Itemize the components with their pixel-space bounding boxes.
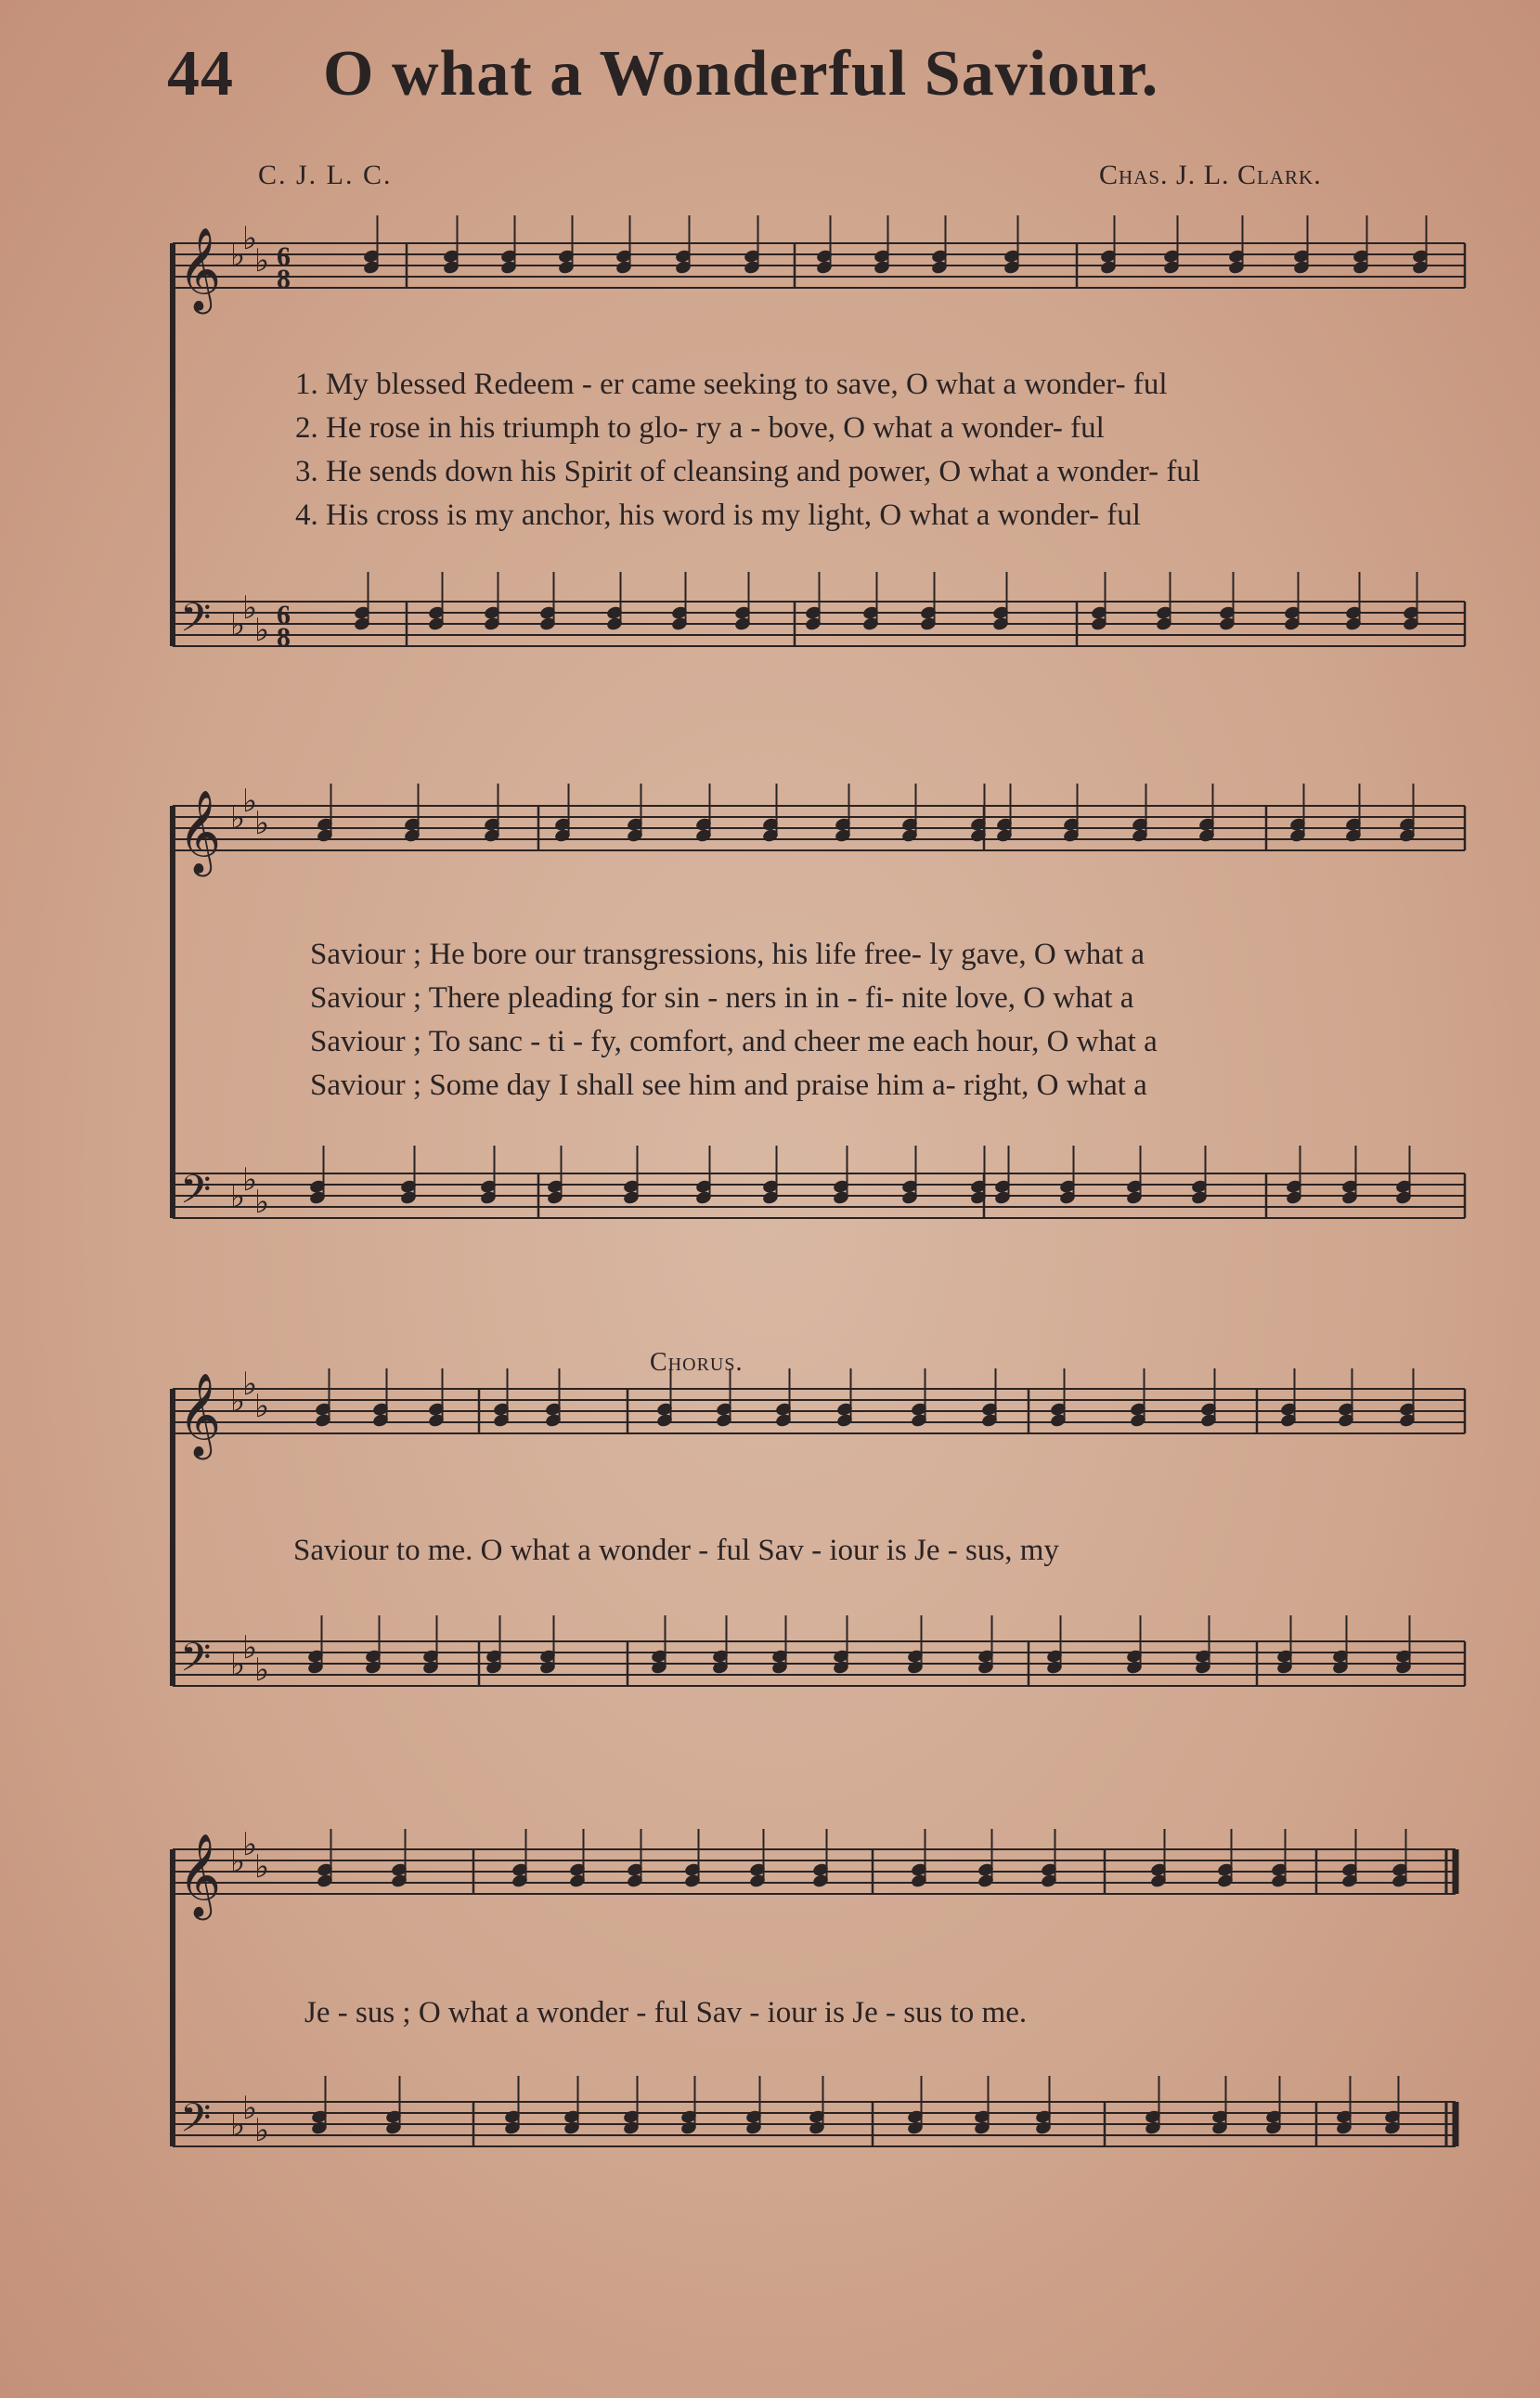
flat-icon: ♭ xyxy=(254,612,270,649)
flat-icon: ♭ xyxy=(242,1366,258,1403)
bass-clef-icon: 𝄢 xyxy=(180,1635,212,1691)
flat-icon: ♭ xyxy=(230,2106,246,2144)
hymn-number: 44 xyxy=(167,38,234,110)
flat-icon: ♭ xyxy=(254,1652,270,1689)
flat-icon: ♭ xyxy=(242,220,258,257)
chorus-lyric-2: Je - sus ; O what a wonder - ful Sav - iour is Je - sus to me. xyxy=(304,1996,1028,2029)
flat-icon: ♭ xyxy=(242,1826,258,1863)
flat-icon: ♭ xyxy=(254,2112,270,2149)
verse-line-2: 2. He rose in his triumph to glo- ry a - bove, O what a wonder- ful xyxy=(295,411,1105,445)
verse-line-1: 1. My blessed Redeem - er came seeking to save, O what a wonder- ful xyxy=(295,368,1168,401)
flat-icon: ♭ xyxy=(242,783,258,820)
flat-icon: ♭ xyxy=(242,1161,258,1199)
bass-clef-icon: 𝄢 xyxy=(180,2095,212,2151)
bass-clef-icon: 𝄢 xyxy=(180,1167,212,1223)
flat-icon: ♭ xyxy=(254,805,270,842)
verse-line-4: 4. His cross is my anchor, his word is my light, O what a wonder- ful xyxy=(295,499,1141,532)
time-signature: 8 xyxy=(277,622,291,653)
chorus-label: Chorus. xyxy=(650,1348,744,1377)
flat-icon: ♭ xyxy=(254,1184,270,1221)
verse-line-1: Saviour ; He bore our transgressions, his life free- ly gave, O what a xyxy=(310,938,1145,971)
verse-line-4: Saviour ; Some day I shall see him and praise him a- right, O what a xyxy=(310,1069,1147,1102)
music-credit: Chas. J. L. Clark. xyxy=(1099,160,1322,190)
flat-icon: ♭ xyxy=(230,799,246,836)
flat-icon: ♭ xyxy=(230,1843,246,1880)
words-credit: C. J. L. C. xyxy=(258,160,393,190)
verse-line-3: 3. He sends down his Spirit of cleansing and power, O what a wonder- ful xyxy=(295,455,1200,488)
flat-icon: ♭ xyxy=(230,237,246,274)
bass-clef-icon: 𝄢 xyxy=(180,595,212,651)
chorus-lyric-1: Saviour to me. O what a wonder - ful Sav - iour is Je - sus, my xyxy=(293,1534,1059,1567)
hymn-title: O what a Wonderful Saviour. xyxy=(323,38,1159,110)
flat-icon: ♭ xyxy=(230,1382,246,1419)
verse-line-2: Saviour ; There pleading for sin - ners in in - fi- nite love, O what a xyxy=(310,981,1134,1015)
flat-icon: ♭ xyxy=(254,1848,270,1886)
flat-icon: ♭ xyxy=(254,242,270,279)
time-signature: 6 xyxy=(277,600,291,630)
flat-icon: ♭ xyxy=(242,590,258,627)
time-signature: 6 xyxy=(277,241,291,272)
flat-icon: ♭ xyxy=(242,1629,258,1666)
treble-clef-icon: 𝄞 xyxy=(178,1834,222,1917)
flat-icon: ♭ xyxy=(230,1646,246,1683)
time-signature: 8 xyxy=(277,264,291,294)
treble-clef-icon: 𝄞 xyxy=(178,1373,222,1457)
treble-clef-icon: 𝄞 xyxy=(178,790,222,874)
flat-icon: ♭ xyxy=(230,1178,246,1215)
flat-icon: ♭ xyxy=(242,2090,258,2127)
flat-icon: ♭ xyxy=(230,606,246,643)
verse-line-3: Saviour ; To sanc - ti - fy, comfort, and cheer me each hour, O what a xyxy=(310,1025,1158,1058)
treble-clef-icon: 𝄞 xyxy=(178,227,222,311)
flat-icon: ♭ xyxy=(254,1388,270,1425)
